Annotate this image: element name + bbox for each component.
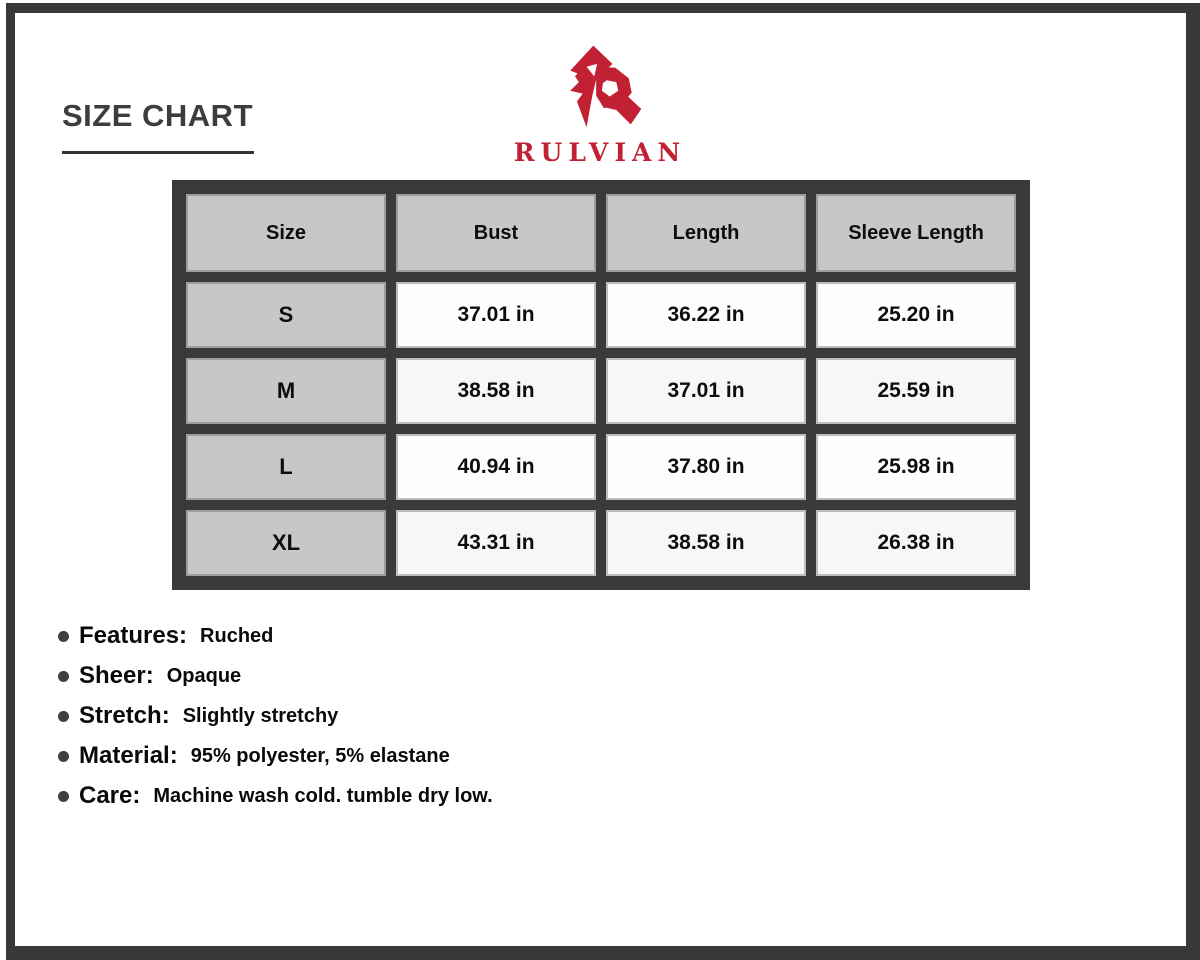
- bust-value: 40.94 in: [396, 434, 596, 500]
- list-item-sheer: [58, 662, 493, 690]
- bust-value: 43.31 in: [396, 510, 596, 576]
- detail-value: Slightly stretchy: [182, 704, 339, 727]
- sleeve-length-value: 25.59 in: [816, 358, 1016, 424]
- page-title: SIZE CHART: [62, 98, 253, 133]
- sleeve-length-value: 25.20 in: [816, 282, 1016, 348]
- bust-value: 37.01 in: [396, 282, 596, 348]
- length-value: 36.22 in: [606, 282, 806, 348]
- table-header-row: [186, 194, 1016, 272]
- detail-value: Machine wash cold. tumble dry low.: [153, 784, 493, 807]
- table-row-xl: [186, 510, 1016, 576]
- bullet-icon: [58, 791, 69, 802]
- detail-value: 95% polyester, 5% elastane: [190, 744, 450, 767]
- col-header-sleeve-length: Sleeve Length: [816, 194, 1016, 272]
- detail-label: Care:: [79, 782, 141, 809]
- list-item-material: [58, 742, 493, 770]
- list-item-stretch: [58, 702, 493, 730]
- length-value: 37.80 in: [606, 434, 806, 500]
- bullet-icon: [58, 671, 69, 682]
- detail-label: Sheer:: [79, 662, 154, 689]
- detail-value: Ruched: [200, 624, 274, 647]
- table-row-l: [186, 434, 1016, 500]
- list-item-care: [58, 782, 493, 810]
- detail-value: Opaque: [166, 664, 242, 687]
- col-header-bust: Bust: [396, 194, 596, 272]
- sleeve-length-value: 25.98 in: [816, 434, 1016, 500]
- product-details-list: [58, 622, 493, 822]
- col-header-size: Size: [186, 194, 386, 272]
- detail-label: Stretch:: [79, 702, 170, 729]
- length-value: 38.58 in: [606, 510, 806, 576]
- list-item-features: [58, 622, 493, 650]
- brand-name: RULVIAN: [513, 138, 687, 167]
- detail-label: Material:: [79, 742, 178, 769]
- brand-block: [0, 36, 1200, 167]
- bullet-icon: [58, 711, 69, 722]
- bullet-icon: [58, 631, 69, 642]
- size-chart-table-wrap: [172, 180, 1030, 590]
- detail-label: Features:: [79, 622, 188, 649]
- table-row-m: [186, 358, 1016, 424]
- table-row-s: [186, 282, 1016, 348]
- bust-value: 38.58 in: [396, 358, 596, 424]
- size-label: S: [186, 282, 386, 348]
- angular-r-logo-icon: [552, 36, 648, 136]
- col-header-length: Length: [606, 194, 806, 272]
- bullet-icon: [58, 751, 69, 762]
- size-label: M: [186, 358, 386, 424]
- size-chart-table: [172, 180, 1030, 590]
- length-value: 37.01 in: [606, 358, 806, 424]
- size-label: L: [186, 434, 386, 500]
- sleeve-length-value: 26.38 in: [816, 510, 1016, 576]
- size-label: XL: [186, 510, 386, 576]
